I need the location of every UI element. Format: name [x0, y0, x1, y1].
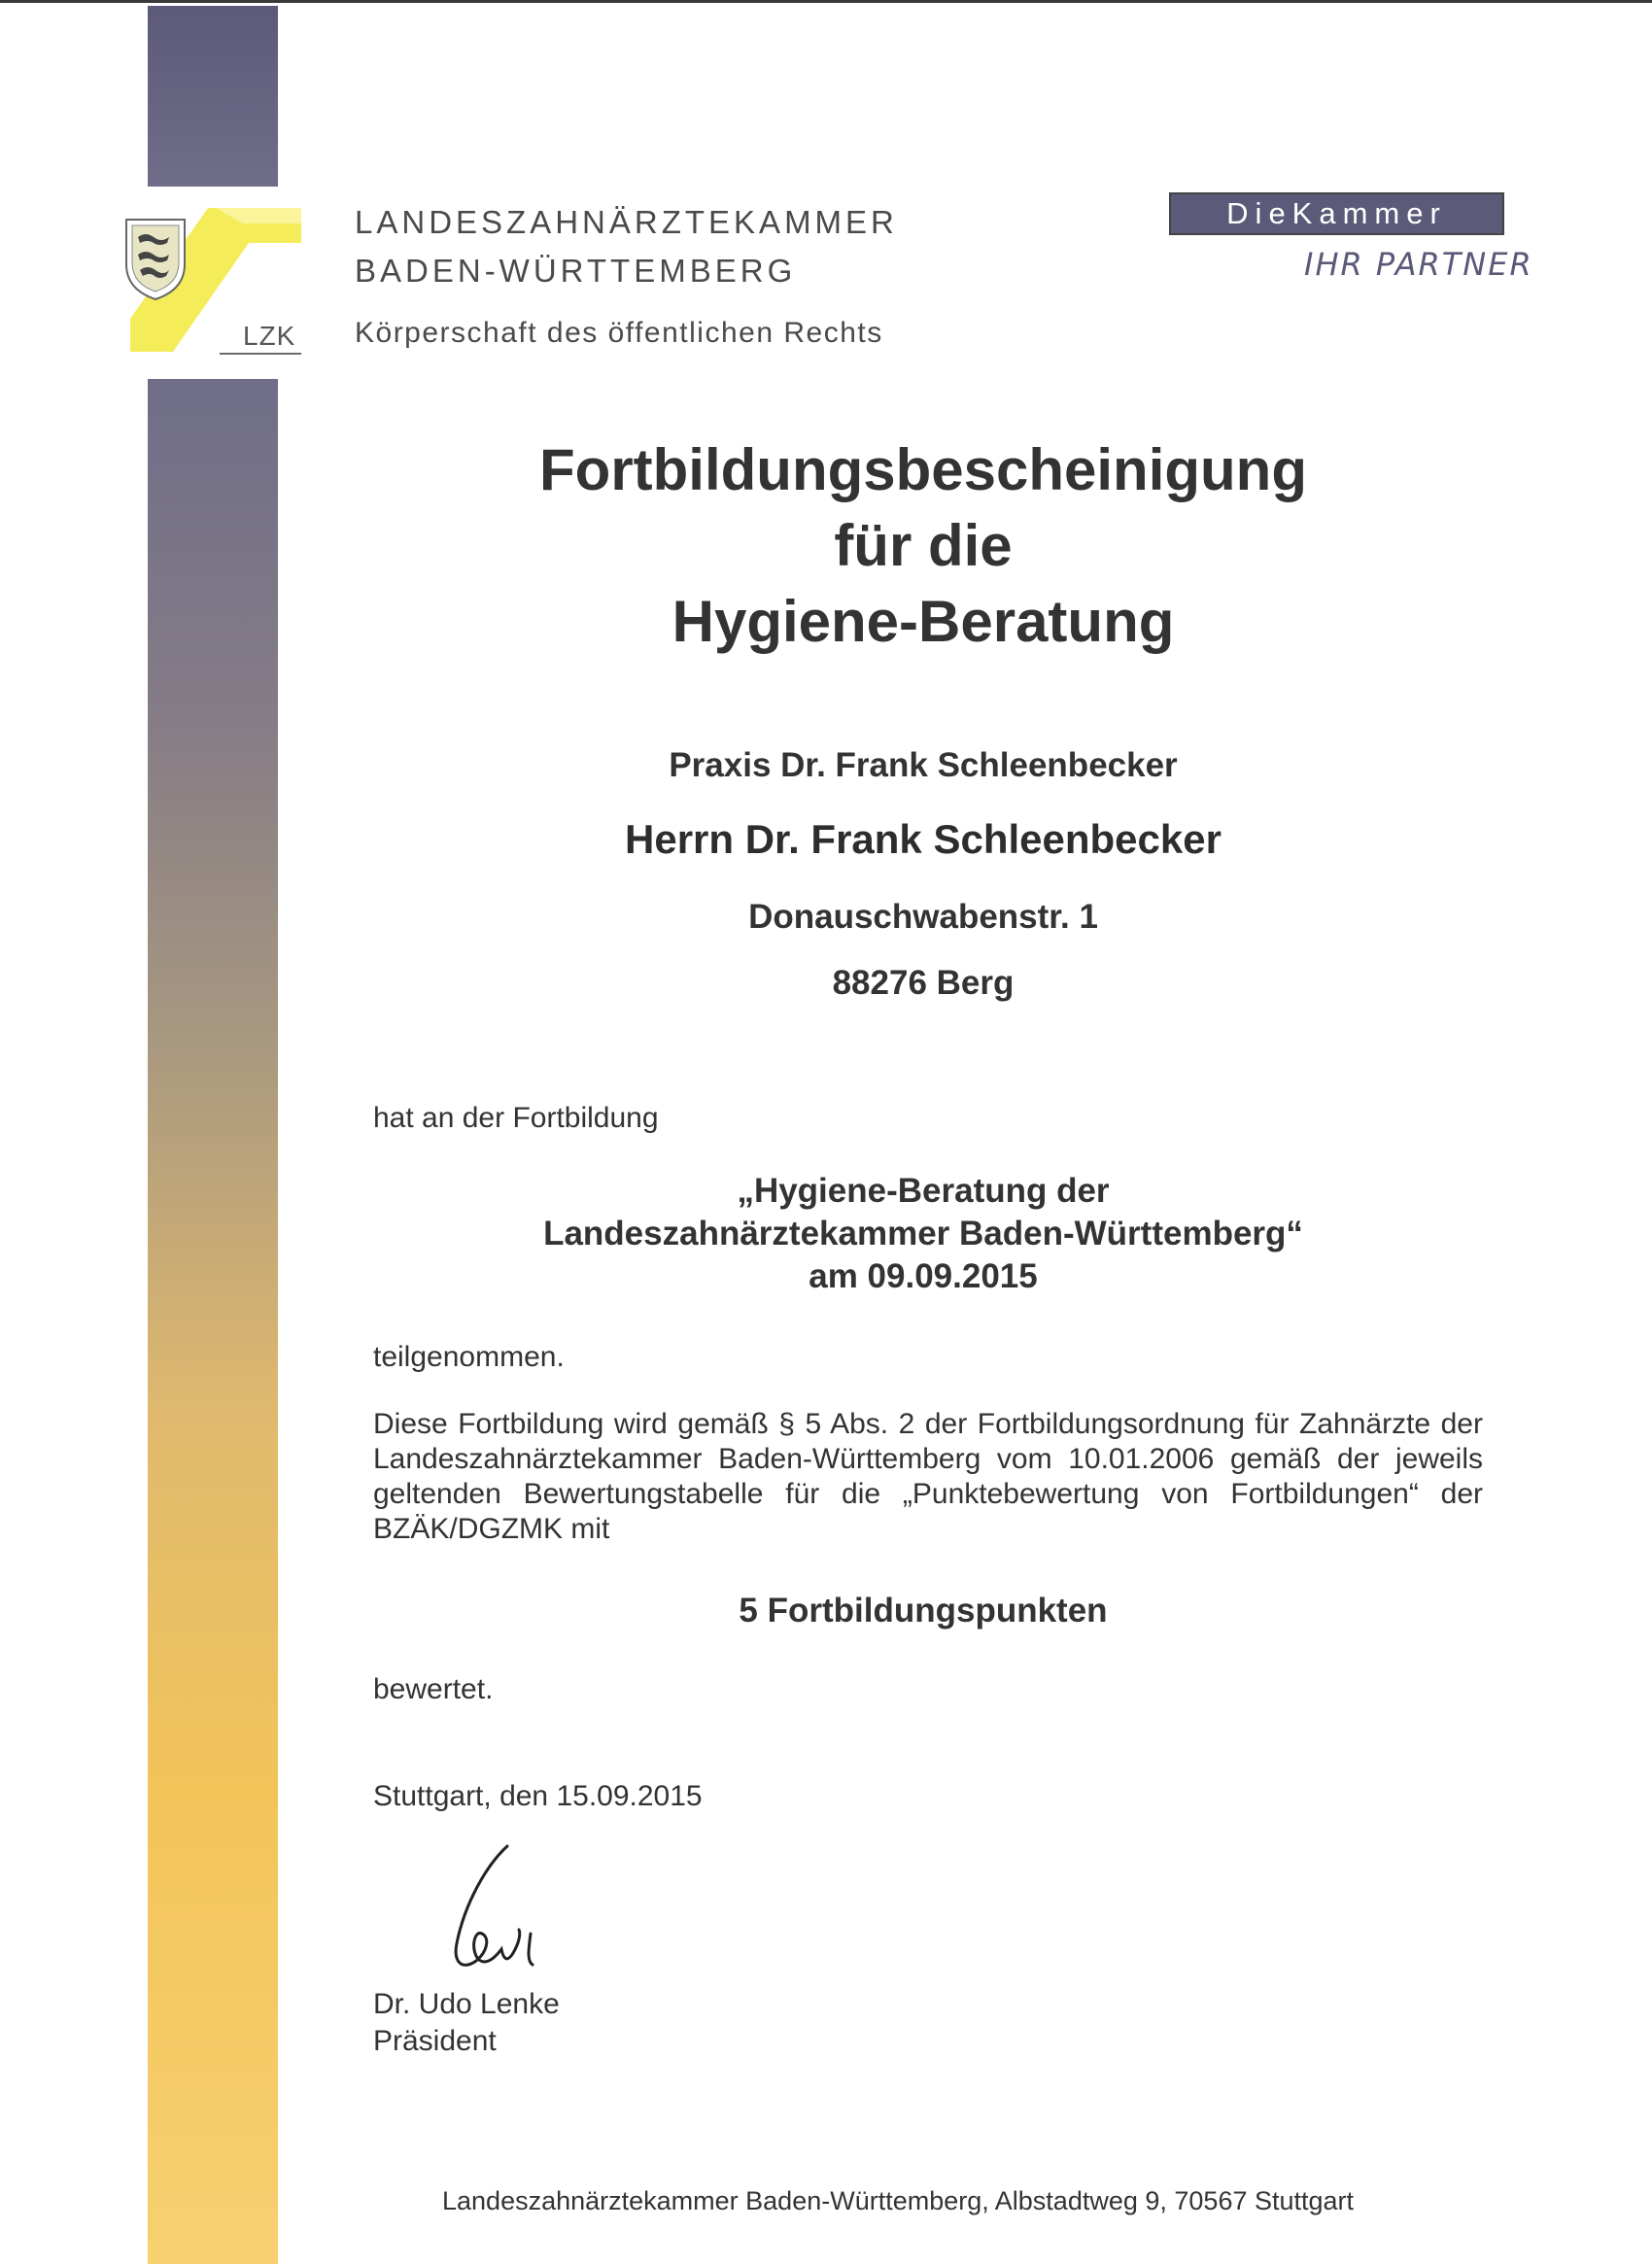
points-paragraph: Diese Fortbildung wird gemäß § 5 Abs. 2 der Fortbildungsordnung für Zahnärzte der Landeszahnärztekammer Baden-Württemberg vom 10.01.2006 gemäß der jeweils geltenden Bewertungstabelle für die „Punktebewertung von Fortbildungen“ der BZÄK/DGZMK mit [373, 1408, 1483, 1545]
lzk-logo [122, 204, 303, 360]
course-line2: Landeszahnärztekammer Baden-Württemberg“ [543, 1215, 1303, 1252]
rated-text: bewertet. [373, 1673, 494, 1705]
points-value: 5 Fortbildungspunkten [739, 1592, 1108, 1629]
course-title [330, 1170, 1516, 1298]
recipient-name: Herrn Dr. Frank Schleenbecker [625, 816, 1222, 862]
side-stripe-top [148, 6, 278, 187]
recipient-street: Donauschwabenstr. 1 [748, 898, 1098, 936]
org-subtitle: Körperschaft des öffentlichen Rechts [355, 317, 883, 349]
coat-of-arms-icon [126, 220, 185, 299]
ihr-partner-handwritten [1300, 238, 1582, 287]
title-line2: für die [834, 513, 1013, 578]
signature-graphic [418, 1836, 573, 1992]
intro-text: hat an der Fortbildung [373, 1102, 659, 1134]
svg-text:IHR PARTNER: IHR PARTNER [1304, 246, 1533, 283]
top-rule [0, 0, 1652, 3]
signatory-name: Dr. Udo Lenke [373, 1988, 560, 2020]
course-line1: „Hygiene-Beratung der [737, 1172, 1110, 1210]
footer-address: Landeszahnärztekammer Baden-Württemberg, Albstadtweg 9, 70567 Stuttgart [442, 2186, 1355, 2215]
recipient-city: 88276 Berg [832, 964, 1015, 1002]
org-name-line2: BADEN-WÜRTTEMBERG [355, 253, 797, 289]
die-kammer-badge: DieKammer [1169, 192, 1504, 235]
org-name-line1: LANDESZAHNÄRZTEKAMMER [355, 204, 898, 240]
logo-lzk-text: LZK [243, 321, 296, 351]
signatory-role: Präsident [373, 2025, 497, 2057]
ihr-partner-handwriting-graphic [1300, 238, 1582, 287]
participated-text: teilgenommen. [373, 1341, 565, 1373]
title-line1: Fortbildungsbescheinigung [539, 437, 1307, 502]
title-line3: Hygiene-Beratung [671, 589, 1175, 654]
signature-scribble [418, 1836, 573, 1992]
recipient-practice: Praxis Dr. Frank Schleenbecker [669, 746, 1178, 784]
certificate-title [330, 432, 1516, 660]
side-stripe-gradient [148, 379, 278, 2264]
place-date: Stuttgart, den 15.09.2015 [373, 1780, 703, 1812]
course-date: am 09.09.2015 [809, 1257, 1038, 1295]
